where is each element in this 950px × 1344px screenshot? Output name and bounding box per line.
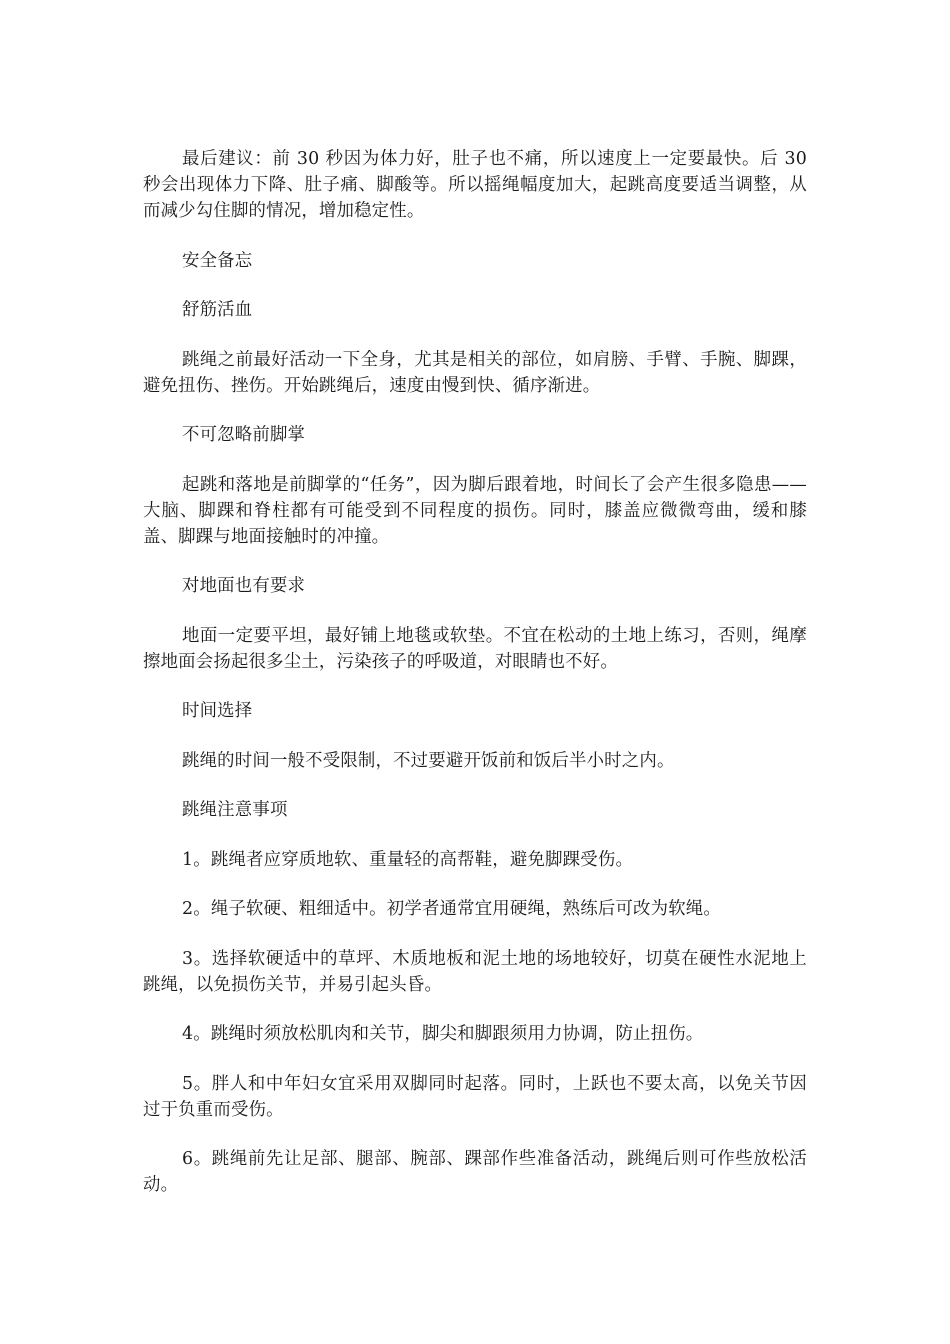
document-body <box>143 146 807 1222</box>
paragraph-final-advice: 最后建议：前 30 秒因为体力好，肚子也不痛，所以速度上一定要最快。后 30 秒会出现体力下降、肚子痛、脚酸等。所以摇绳幅度加大，起跳高度要适当调整，从而减少勾住脚的情况，增加稳定性。 <box>143 149 807 221</box>
list-item-5: 5。胖人和中年妇女宜采用双脚同时起落。同时，上跃也不要太高，以免关节因过于负重而受伤。 <box>143 1073 807 1120</box>
paragraph-warm-up: 跳绳之前最好活动一下全身，尤其是相关的部位，如肩膀、手臂、手腕、脚踝，避免扭伤、挫伤。开始跳绳后，速度由慢到快、循序渐进。 <box>143 349 807 396</box>
heading-warm-up: 舒筋活血 <box>182 300 253 320</box>
heading-safety-memo: 安全备忘 <box>182 250 253 271</box>
paragraph-ground: 地面一定要平坦，最好铺上地毯或软垫。不宜在松动的土地上练习，否则，绳摩擦地面会扬起很多尘土，污染孩子的呼吸道，对眼睛也不好。 <box>143 625 807 672</box>
paragraph-timing: 跳绳的时间一般不受限制，不过要避开饭前和饭后半小时之内。 <box>182 750 675 771</box>
list-item-4: 4。跳绳时须放松肌肉和关节，脚尖和脚跟须用力协调，防止扭伤。 <box>182 1024 704 1044</box>
list-item-3: 3。选择软硬适中的草坪、木质地板和泥土地的场地较好，切莫在硬性水泥地上跳绳，以免损伤关节，并易引起头昏。 <box>143 948 807 995</box>
list-item-1: 1。跳绳者应穿质地软、重量轻的高帮鞋，避免脚踝受伤。 <box>182 849 634 870</box>
list-item-6: 6。跳绳前先让足部、腿部、腕部、踝部作些准备活动，跳绳后则可作些放松活动。 <box>143 1149 807 1195</box>
heading-timing: 时间选择 <box>182 701 253 721</box>
heading-precautions: 跳绳注意事项 <box>182 800 288 820</box>
list-item-2: 2。绳子软硬、粗细适中。初学者通常宜用硬绳，熟练后可改为软绳。 <box>182 899 721 919</box>
paragraph-forefoot: 起跳和落地是前脚掌的“任务”，因为脚后跟着地，时间长了会产生很多隐患——大脑、脚踝和脊柱都有可能受到不同程度的损伤。同时，膝盖应微微弯曲，缓和膝盖、脚踝与地面接触时的冲撞。 <box>143 474 807 547</box>
heading-ground: 对地面也有要求 <box>182 576 306 596</box>
heading-forefoot: 不可忽略前脚掌 <box>182 425 306 445</box>
